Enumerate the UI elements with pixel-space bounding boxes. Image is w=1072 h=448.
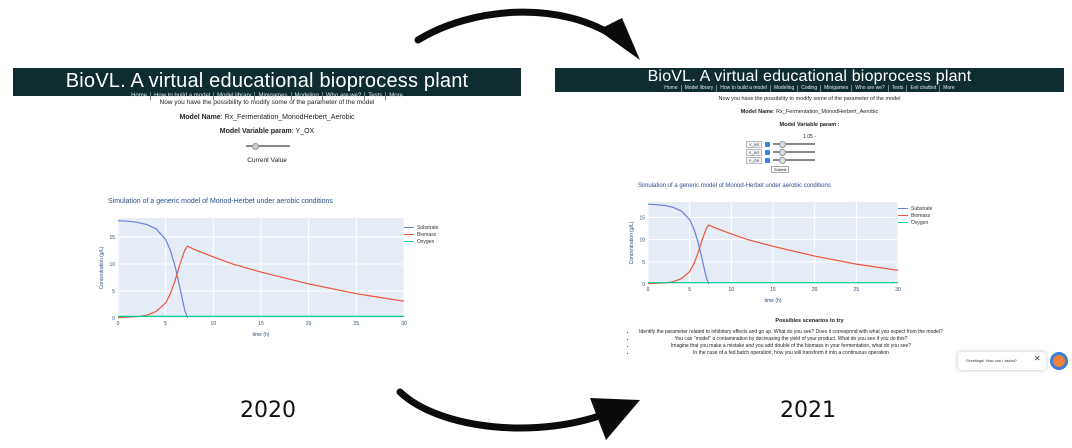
- legend-swatch: [898, 222, 908, 224]
- x-tick-label: 30: [401, 321, 407, 327]
- param-row: [746, 156, 815, 164]
- new-intro: Now you have the possibility to modify some of the parameter of the model: [718, 96, 901, 102]
- new-param-controls: [746, 140, 815, 164]
- x-tick-label: 30: [895, 287, 901, 293]
- new-nav-item[interactable]: Evil chatbot: [907, 85, 940, 92]
- new-legend: [898, 205, 932, 226]
- old-plot-title: Simulation of a generic model of Monod-Herbet under aerobic conditions: [108, 198, 333, 205]
- param-slider[interactable]: [773, 143, 815, 145]
- old-header: [13, 68, 521, 99]
- chatbot-popup[interactable]: [958, 352, 1046, 370]
- old-param-slider[interactable]: [246, 145, 290, 147]
- new-nav-item[interactable]: Model library: [682, 85, 718, 92]
- param-info-button[interactable]: [765, 158, 770, 163]
- chatbot-close-icon[interactable]: ✕: [1034, 354, 1041, 363]
- legend-label: Oxygen: [417, 238, 435, 245]
- old-current-value: Current Value: [247, 157, 287, 164]
- legend-swatch: [404, 234, 414, 236]
- old-nav-item[interactable]: Who are we?: [323, 92, 365, 100]
- x-tick-label: 25: [353, 321, 360, 327]
- old-site-title: BioVL. A virtual educational bioprocess plant: [65, 70, 469, 92]
- new-chart: [626, 200, 900, 306]
- y-tick-label: 15: [109, 234, 115, 241]
- new-nav-item[interactable]: Who are we?: [852, 85, 888, 92]
- new-model-name: [555, 109, 1064, 115]
- param-slider[interactable]: [773, 159, 815, 161]
- param-name: Y_XO: [746, 149, 762, 156]
- y-axis-label: Concentration (g/L): [629, 221, 635, 265]
- new-site-title: BioVL. A virtual educational bioprocess plant: [647, 68, 972, 85]
- y-tick-label: 10: [639, 237, 645, 244]
- legend-item[interactable]: [404, 224, 438, 231]
- old-nav-item[interactable]: Model library: [214, 92, 255, 100]
- y-tick-label: 5: [642, 259, 645, 266]
- x-tick-label: 25: [853, 287, 860, 293]
- x-tick-label: 15: [770, 287, 776, 293]
- param-info-button[interactable]: [765, 150, 770, 155]
- y-tick-label: 0: [642, 282, 645, 288]
- legend-label: Biomass: [911, 212, 931, 219]
- x-tick-label: 5: [164, 321, 168, 327]
- chatbot-greeting: Greetings! How can I assist?: [966, 358, 1017, 363]
- old-nav-item[interactable]: How to build a model: [151, 92, 214, 100]
- old-param-label: Model Variable param: [219, 128, 292, 135]
- x-tick-label: 20: [305, 321, 312, 327]
- param-info-button[interactable]: [765, 142, 770, 147]
- legend-label: Substrate: [911, 205, 933, 212]
- new-param-label: Model Variable param :: [779, 122, 840, 128]
- legend-item[interactable]: [898, 219, 932, 226]
- old-slider-knob[interactable]: [252, 143, 259, 150]
- legend-swatch: [898, 215, 908, 217]
- x-tick-label: 0: [116, 321, 120, 327]
- new-nav-item[interactable]: Coding: [798, 85, 821, 92]
- old-model-name-label: Model Name: [179, 114, 221, 121]
- old-nav-item[interactable]: Tests: [365, 92, 386, 100]
- year-2020: 2020: [240, 398, 296, 423]
- old-nav-item[interactable]: Modeling: [292, 92, 323, 100]
- legend-item[interactable]: [404, 238, 438, 245]
- y-tick-label: 15: [639, 215, 645, 222]
- legend-label: Oxygen: [911, 219, 929, 226]
- top-arrow: [418, 12, 620, 40]
- new-model-name-value: : Rx_Fermentation_MonodHerbert_Aerobic: [773, 109, 879, 115]
- param-name: Y_OX: [746, 157, 762, 164]
- x-tick-label: 5: [688, 287, 692, 293]
- legend-label: Biomass: [417, 231, 437, 238]
- new-nav-item[interactable]: Minigames: [821, 85, 852, 92]
- chatbot-avatar-inner: [1053, 355, 1065, 367]
- year-2021: 2021: [780, 398, 836, 423]
- top-arrow-head: [598, 18, 640, 60]
- new-nav-item[interactable]: How to build a model: [717, 85, 771, 92]
- y-tick-label: 5: [112, 288, 115, 295]
- new-nav-item[interactable]: Modeling: [771, 85, 798, 92]
- x-axis-label: time (h): [764, 298, 782, 304]
- y-tick-label: 0: [112, 316, 115, 322]
- scenarios-list: [626, 329, 946, 357]
- x-axis-label: time (h): [252, 332, 270, 338]
- old-param-value: : Y_OX: [291, 128, 315, 135]
- old-nav-item[interactable]: More: [389, 93, 403, 99]
- param-slider-knob[interactable]: [779, 157, 786, 164]
- old-param: [13, 128, 521, 135]
- legend-label: Substrate: [417, 224, 439, 231]
- bottom-arrow: [400, 392, 610, 428]
- old-intro: Now you have the possibility to modify some of the parameter of the model: [159, 99, 375, 106]
- legend-swatch: [898, 208, 908, 210]
- scenario-item: • Identify the parameter related to inhibitory effects and go up. What do you see? Does it correspond with what you expect from the model?: [636, 329, 946, 336]
- x-tick-label: 10: [728, 287, 735, 293]
- old-model-name: [13, 114, 521, 121]
- scenario-item: • Imagine that you make a mistake and you add double of the biomass in your fermentation, what do you see?: [636, 343, 946, 350]
- x-tick-label: 0: [646, 287, 650, 293]
- legend-item[interactable]: [898, 205, 932, 212]
- new-plot-title: Simulation of a generic model of Monod-Herbet under aerobic conditions: [638, 183, 831, 189]
- y-tick-label: 10: [109, 261, 115, 268]
- legend-swatch: [404, 241, 414, 243]
- chatbot-avatar-icon[interactable]: [1050, 352, 1068, 370]
- submit-button[interactable]: Submit: [771, 166, 789, 173]
- new-model-name-label: Model Name: [740, 109, 774, 115]
- legend-item[interactable]: [898, 212, 932, 219]
- new-param-current: 1.05 -: [803, 134, 816, 140]
- scenario-item: • You can "model" a contamination by decreasing the yield of your product. What do you see if you do this?: [636, 336, 946, 343]
- param-name: Y_XS: [746, 141, 762, 148]
- param-row: [746, 148, 815, 156]
- param-row: [746, 140, 815, 148]
- x-tick-label: 15: [258, 321, 264, 327]
- x-tick-label: 20: [811, 287, 818, 293]
- old-nav-item[interactable]: Minigames: [255, 92, 291, 100]
- new-header: [555, 68, 1064, 92]
- new-nav: [555, 85, 1064, 92]
- scenario-item: • In the case of a fed batch operation, how you will transform it into a continuous operation: [636, 350, 946, 357]
- legend-swatch: [404, 227, 414, 229]
- scenarios-title: Possibles scenarios to try: [775, 318, 844, 324]
- old-legend: [404, 224, 438, 245]
- y-axis-label: Concentration (g/L): [99, 246, 105, 290]
- x-tick-label: 10: [210, 321, 217, 327]
- legend-item[interactable]: [404, 231, 438, 238]
- new-nav-item[interactable]: Home: [661, 85, 681, 92]
- old-model-name-value: : Rx_Fermentation_MonodHerbert_Aerobic: [220, 114, 355, 121]
- old-chart: [96, 216, 406, 340]
- param-slider[interactable]: [773, 151, 815, 153]
- new-nav-item[interactable]: More: [943, 85, 955, 91]
- new-nav-item[interactable]: Tests: [889, 85, 908, 92]
- old-nav-item[interactable]: Home: [128, 92, 151, 100]
